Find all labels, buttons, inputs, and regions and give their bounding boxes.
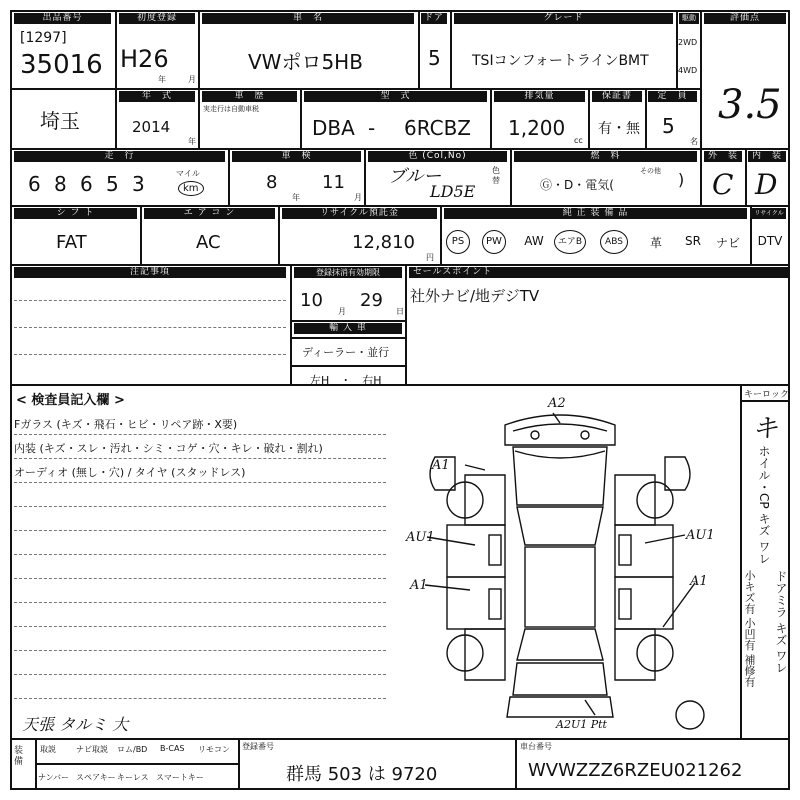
accessories-side-label: 装備 bbox=[14, 746, 24, 767]
inspector-audio: オーディオ (無し・穴) / タイヤ (スタッドレス) bbox=[14, 466, 246, 479]
key-lock-value: キ bbox=[752, 414, 779, 444]
chassis-header: 車 歴 bbox=[202, 91, 297, 102]
import-type: ディーラー・並行 bbox=[302, 346, 390, 359]
aircon-header: エ ア コ ン bbox=[144, 208, 275, 219]
drive-header: 駆動 bbox=[679, 13, 699, 24]
accessory-navi-manual: ナビ取説 bbox=[76, 745, 108, 754]
mark-right-door: AU1 bbox=[686, 528, 715, 543]
plate-header: 登録番号 bbox=[242, 742, 274, 751]
chassis-note: 実走行は自動車税 bbox=[203, 105, 259, 113]
mark-right-rear: A1 bbox=[690, 574, 708, 589]
mileage-digits bbox=[28, 172, 158, 196]
first-reg-year-unit: 年 bbox=[158, 75, 166, 84]
model-dash: - bbox=[368, 116, 376, 140]
equip-label: ナビ bbox=[715, 236, 740, 250]
fuel-options: Ⓖ・D・電気( bbox=[540, 178, 614, 192]
model-year-unit: 年 bbox=[188, 137, 196, 146]
capacity-value: 5 bbox=[662, 114, 675, 138]
mileage-header: 走 行 bbox=[14, 151, 225, 162]
equip-label: PW bbox=[482, 230, 506, 254]
equip-label: DTV bbox=[757, 234, 783, 248]
doors-value: 5 bbox=[428, 46, 441, 70]
displacement-header: 排気量 bbox=[494, 91, 585, 102]
mark-front: A2 bbox=[548, 396, 566, 411]
aircon-value: AC bbox=[196, 232, 221, 253]
vin-header: 車台番号 bbox=[520, 742, 552, 751]
accessory-plate: ナンバー bbox=[38, 773, 70, 782]
inspector-interior: 内装 (キズ・スレ・汚れ・シミ・コゲ・穴・キレ・破れ・割れ) bbox=[14, 442, 323, 455]
color-code: LD5E bbox=[430, 182, 476, 201]
color-name: ブルー bbox=[388, 166, 442, 187]
region-value: 埼玉 bbox=[40, 109, 80, 133]
mileage-digit: 3 bbox=[132, 172, 145, 196]
mark-left-door: AU1 bbox=[406, 530, 435, 545]
equip-airbag bbox=[552, 230, 588, 254]
doors-header: ドア bbox=[421, 13, 447, 24]
equip-label: PS bbox=[446, 230, 470, 254]
equipment-header: 純 正 装 備 品 bbox=[444, 208, 747, 219]
drive-4wd: 4WD bbox=[678, 66, 698, 75]
recycle-unit: 円 bbox=[426, 253, 434, 262]
color-header: 色 (Col,No) bbox=[368, 151, 507, 162]
first-reg-month-unit: 月 bbox=[188, 75, 196, 84]
grade-header: グレード bbox=[454, 13, 673, 24]
accessory-rom: ロム/BD bbox=[117, 745, 148, 754]
handle-side: 左H ・ 右H bbox=[310, 374, 382, 387]
model-year-header: 年 式 bbox=[119, 91, 195, 102]
reg-expiry-month: 10 bbox=[300, 290, 323, 311]
inspection-year: 8 bbox=[266, 172, 278, 193]
vin-value: WVWZZZ6RZEU021262 bbox=[528, 760, 743, 781]
accessory-keyless: キーレス bbox=[117, 773, 149, 782]
interior-grade: D bbox=[755, 168, 778, 201]
exterior-header: 外 装 bbox=[704, 151, 742, 162]
legend-marks: 小キズ有 小凹有 補修有 bbox=[743, 570, 756, 687]
notes-header: 注記事項 bbox=[14, 267, 286, 278]
fuel-header: 燃 料 bbox=[514, 151, 697, 162]
key-lock-header: キーロック bbox=[744, 390, 789, 400]
color-sub: 色替 bbox=[492, 166, 500, 185]
reg-expiry-month-unit: 月 bbox=[338, 307, 346, 316]
first-reg-header: 初度登録 bbox=[119, 13, 195, 24]
sales-points-header: セールスポイント bbox=[409, 267, 790, 278]
legend-wheel: ホイル・CP キズ ワレ bbox=[757, 445, 771, 565]
model-prefix: DBA bbox=[312, 116, 355, 140]
mileage-digit: 8 bbox=[54, 172, 67, 196]
reg-expiry-day-unit: 日 bbox=[396, 307, 404, 316]
score-header: 評価点 bbox=[704, 13, 786, 24]
recycle-value: 12,810 bbox=[352, 232, 415, 253]
lot-header: 出品番号 bbox=[14, 13, 111, 24]
mark-rear: A2U1 Ptt bbox=[556, 718, 607, 731]
mileage-digit: 5 bbox=[106, 172, 119, 196]
equip-label: エアB bbox=[554, 230, 586, 254]
first-reg-era: H26 bbox=[120, 45, 169, 73]
equip-label: AW bbox=[524, 234, 544, 248]
accessory-remote: リモコン bbox=[198, 745, 230, 754]
import-header: 輸 入 車 bbox=[294, 323, 402, 334]
mark-left-rear: A1 bbox=[410, 578, 428, 593]
equip-ps bbox=[440, 230, 476, 254]
car-name: VWポロ5HB bbox=[248, 50, 363, 74]
displacement-unit: cc bbox=[574, 136, 583, 145]
capacity-unit: 名 bbox=[690, 137, 698, 146]
legend-mirror: ドアミラ キズ ワレ bbox=[774, 570, 788, 674]
equip-label: 革 bbox=[649, 236, 662, 250]
warranty-header: 保証書 bbox=[592, 91, 642, 102]
inspector-glass: Fガラス (キズ・飛石・ヒビ・リペア跡・X要) bbox=[14, 418, 238, 431]
equip-abs bbox=[596, 230, 632, 254]
mileage-digit: 6 bbox=[28, 172, 41, 196]
recycle-header: リサイクル預託金 bbox=[282, 208, 437, 219]
exterior-grade: C bbox=[712, 168, 734, 201]
warranty-value: 有・無 bbox=[598, 121, 640, 137]
car-damage-diagram bbox=[395, 395, 740, 735]
inspector-title: < 検査員記入欄 > bbox=[16, 393, 125, 408]
interior-header: 内 装 bbox=[748, 151, 786, 162]
car-name-header: 車 名 bbox=[202, 13, 414, 24]
model-header: 型 式 bbox=[304, 91, 487, 102]
shift-value: FAT bbox=[56, 232, 87, 253]
mark-left-fender: A1 bbox=[432, 458, 450, 473]
mileage-unit-km: km bbox=[178, 181, 204, 196]
inspection-year-unit: 年 bbox=[292, 193, 300, 202]
reg-expiry-header: 登録抹消有効期限 bbox=[294, 267, 402, 278]
mileage-digit: 6 bbox=[80, 172, 93, 196]
inspection-header: 車 検 bbox=[232, 151, 361, 162]
score-value: 3.5 bbox=[718, 82, 782, 128]
shift-header: シ フ ト bbox=[14, 208, 137, 219]
accessory-bcas: B-CAS bbox=[160, 744, 185, 753]
handwritten-note: 天張 タルミ 大 bbox=[22, 715, 129, 734]
recycle-fee-header: リサイクル料金 bbox=[752, 208, 786, 219]
sales-points-value: 社外ナビ/地デジTV bbox=[410, 287, 540, 305]
lot-bracket: [1297] bbox=[20, 30, 67, 46]
grade-value: TSIコンフォートラインBMT bbox=[472, 53, 649, 69]
reg-expiry-day: 29 bbox=[360, 290, 383, 311]
inspection-month: 11 bbox=[322, 172, 345, 193]
fuel-close: ) bbox=[678, 170, 685, 189]
capacity-header: 定 員 bbox=[648, 91, 697, 102]
equip-navi bbox=[710, 234, 746, 251]
accessory-smart-key: スマートキー bbox=[156, 773, 204, 782]
equip-sr bbox=[675, 234, 711, 248]
accessory-spare-key: スペアキー bbox=[76, 773, 116, 782]
mileage-unit-mile: マイル bbox=[176, 169, 200, 178]
equip-pw bbox=[476, 230, 512, 254]
equip-dtv bbox=[752, 234, 788, 248]
inspection-month-unit: 月 bbox=[354, 193, 362, 202]
equip-aw bbox=[516, 234, 552, 248]
plate-value: 群馬 503 は 9720 bbox=[286, 764, 438, 785]
equip-label: SR bbox=[685, 234, 701, 248]
equip-label: ABS bbox=[600, 230, 628, 254]
lot-number: 35016 bbox=[20, 50, 103, 80]
fuel-other-label: その他 bbox=[640, 167, 661, 175]
drive-2wd: 2WD bbox=[678, 38, 698, 47]
model-year-value: 2014 bbox=[132, 118, 171, 136]
accessory-manual: 取説 bbox=[40, 745, 56, 754]
displacement-value: 1,200 bbox=[508, 116, 566, 140]
equip-leather bbox=[638, 234, 674, 251]
model-code: 6RCBZ bbox=[404, 116, 472, 140]
